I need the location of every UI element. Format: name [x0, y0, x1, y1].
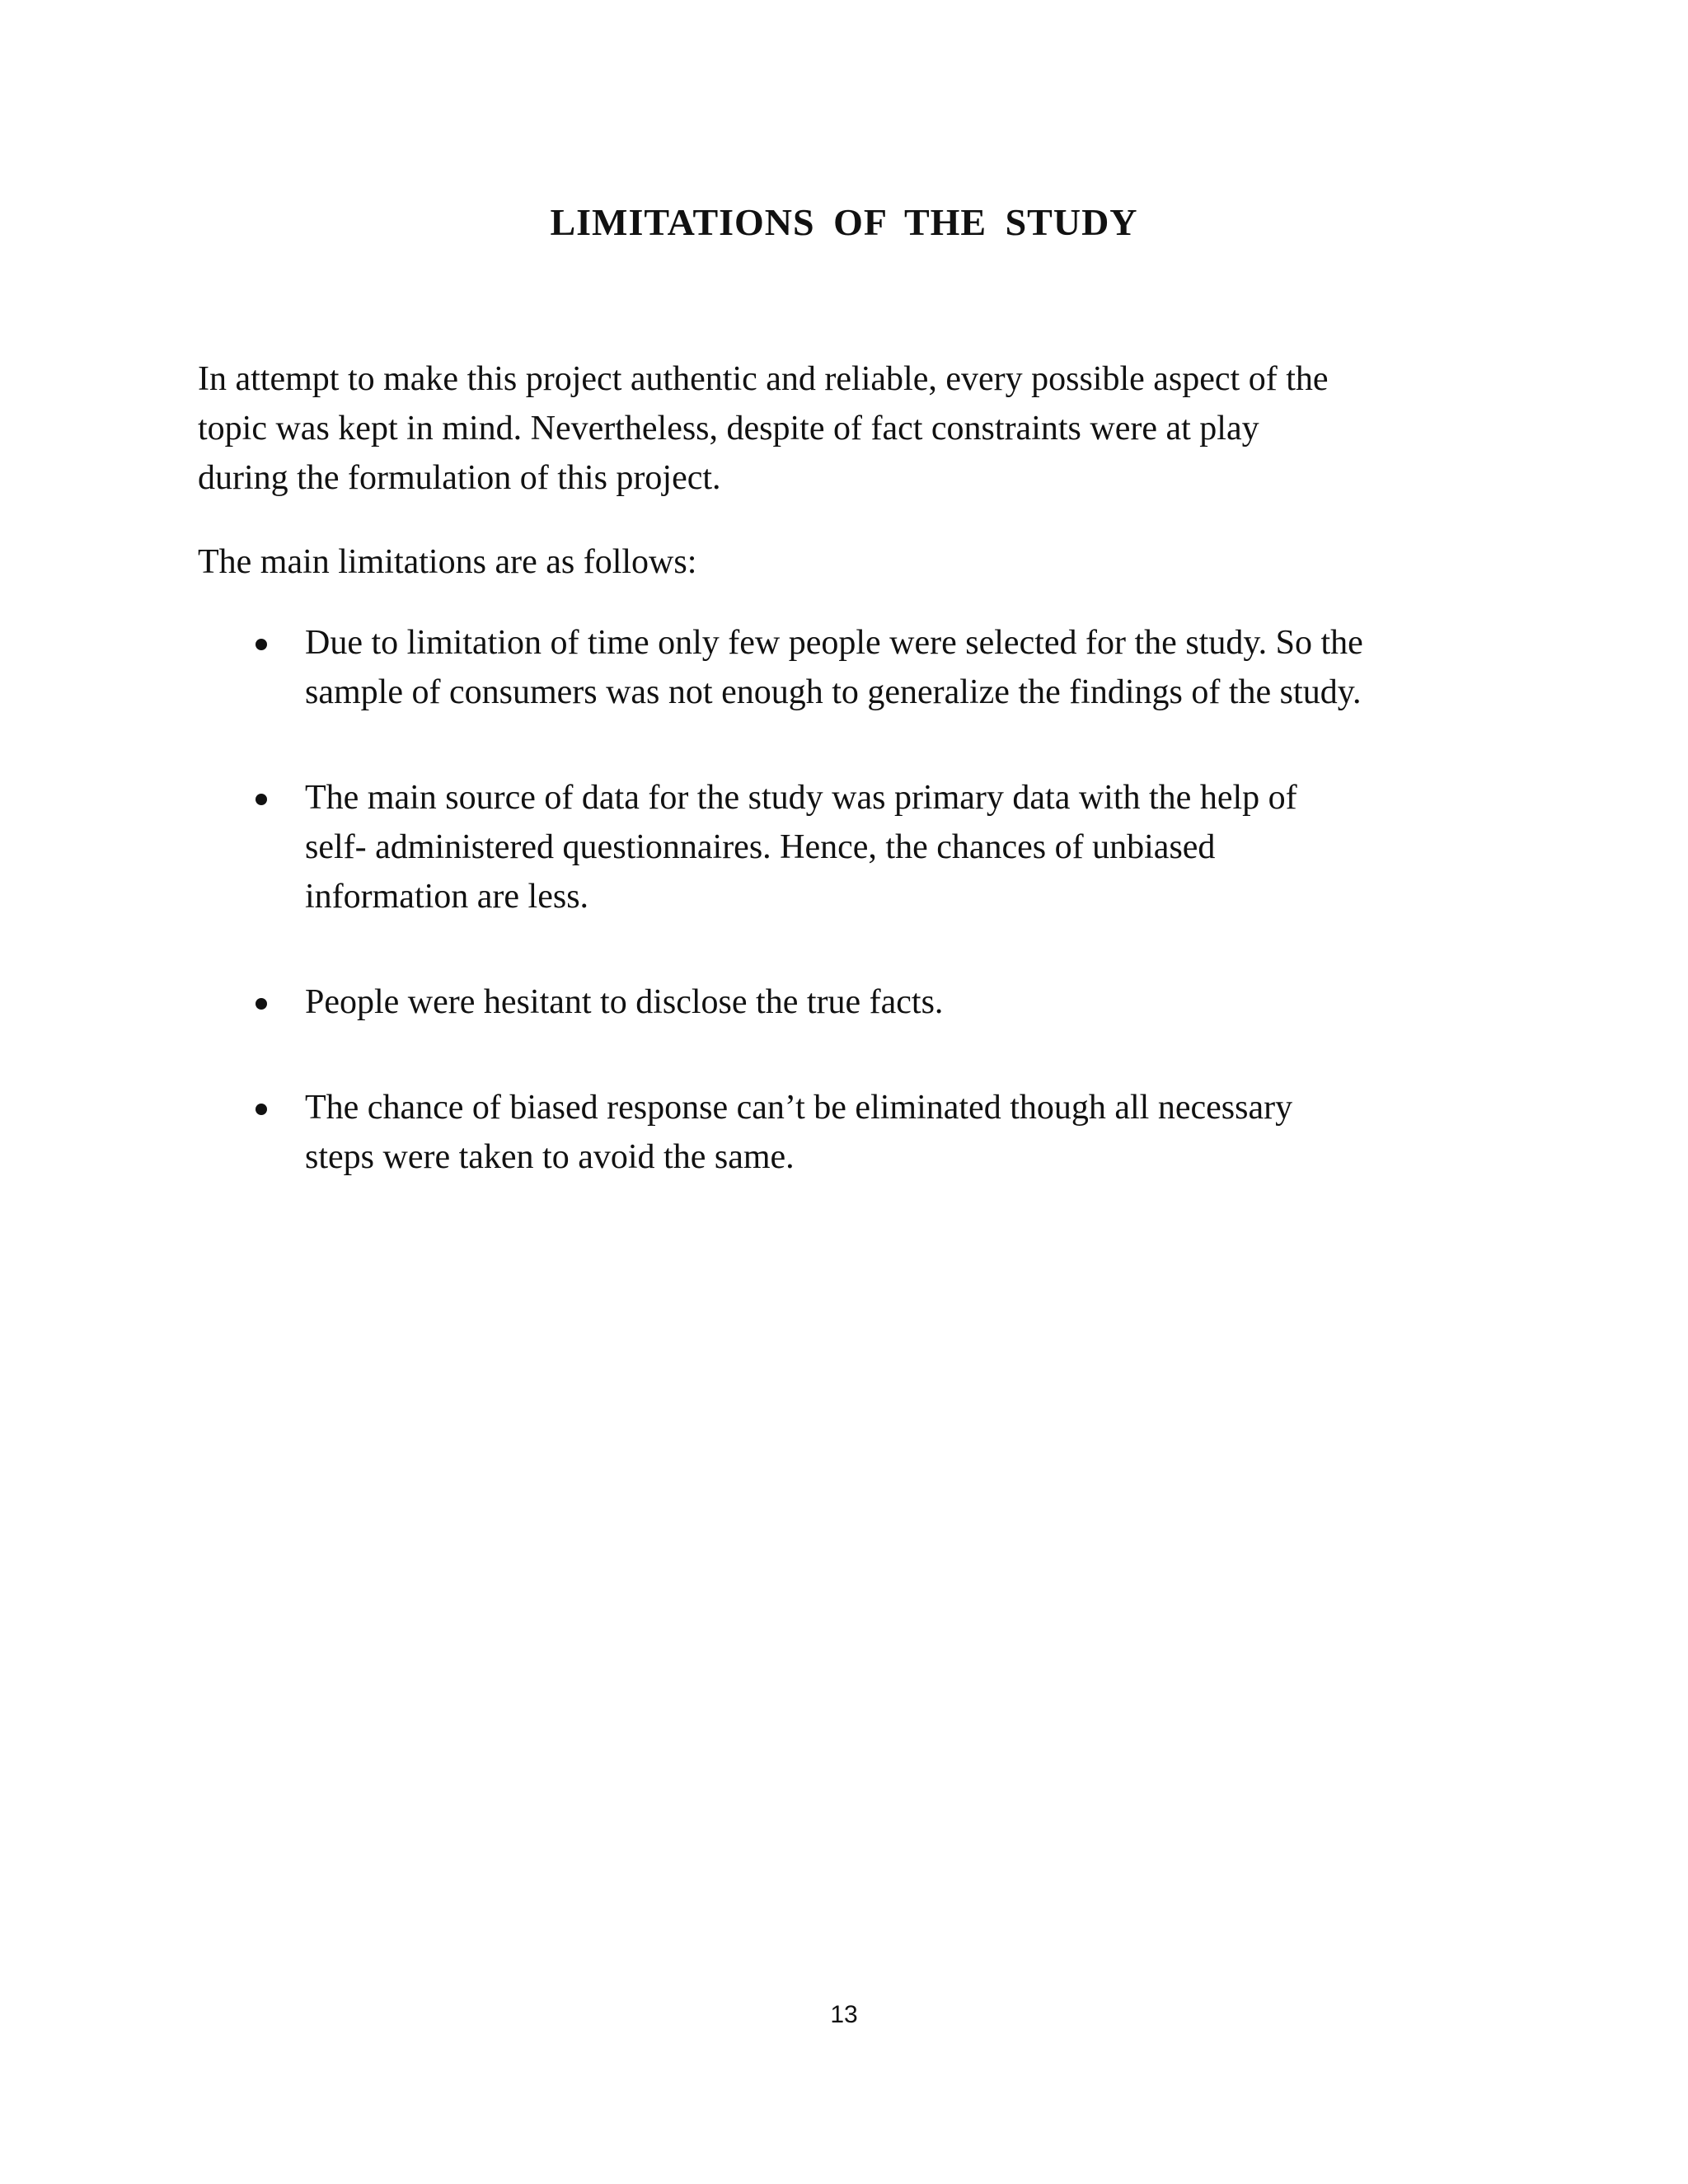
intro-paragraph: [198, 354, 1329, 503]
list-item-line: steps were taken to avoid the same.: [305, 1138, 795, 1176]
list-item-line: self- administered questionnaires. Hence, the chances of unbiased: [305, 828, 1216, 866]
list-item-line: sample of consumers was not enough to generalize the findings of the study.: [305, 673, 1362, 711]
limitations-lead: The main limitations are as follows:: [198, 543, 697, 581]
list-item-line: The chance of biased response can’t be eliminated though all necessary: [305, 1089, 1293, 1127]
bullet-icon: [256, 794, 267, 805]
page-number: 13: [830, 2001, 858, 2028]
list-item-line: People were hesitant to disclose the true facts.: [305, 983, 944, 1021]
list-item-text: [305, 1083, 1292, 1182]
list-item-line: Due to limitation of time only few people were selected for the study. So the: [305, 624, 1363, 662]
intro-line: topic was kept in mind. Nevertheless, despite of fact constraints were at play: [198, 410, 1259, 448]
list-item-text: [305, 977, 943, 1027]
list-item-text: [305, 618, 1363, 717]
bullet-icon: [256, 1104, 267, 1115]
bullet-icon: [256, 998, 267, 1010]
list-item-line: information are less.: [305, 878, 589, 916]
intro-line: In attempt to make this project authentic and reliable, every possible aspect of the: [198, 360, 1329, 398]
list-item-line: The main source of data for the study was primary data with the help of: [305, 779, 1297, 817]
page-title: LIMITATIONS OF THE STUDY: [550, 201, 1138, 243]
list-item-text: [305, 773, 1297, 921]
bullet-icon: [256, 639, 267, 650]
intro-line: during the formulation of this project.: [198, 459, 721, 497]
